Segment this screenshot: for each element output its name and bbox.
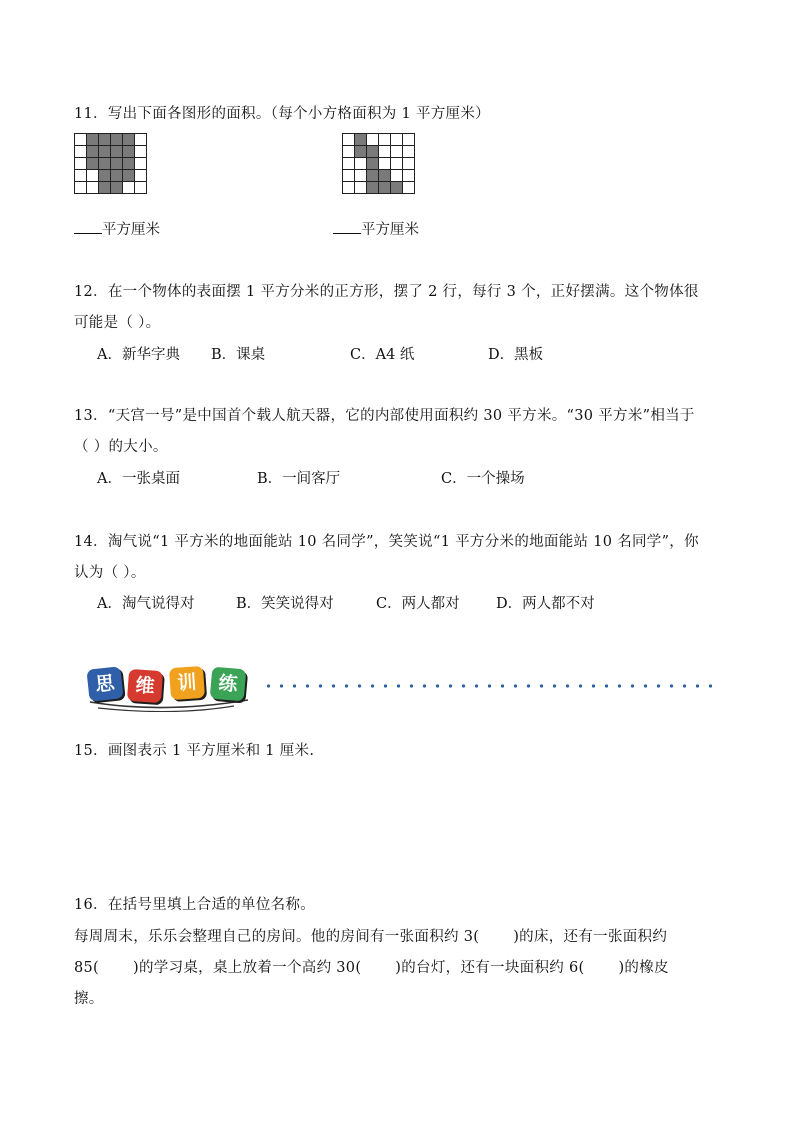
q15-text: 15．画图表示 1 平方厘米和 1 厘米.: [74, 743, 315, 759]
q14-option-d[interactable]: D．两人都不对: [496, 596, 595, 612]
q16-text: )的床，还有一张面积约: [513, 929, 668, 945]
q12-option-b[interactable]: B．课桌: [211, 347, 266, 363]
unit-label: 平方厘米: [102, 222, 160, 238]
q16-line3: 擦。: [74, 991, 104, 1007]
q14-option-a[interactable]: A．淘气说得对: [97, 596, 195, 612]
q13-option-b[interactable]: B．一间客厅: [257, 471, 341, 487]
q14-option-b[interactable]: B．笑笑说得对: [236, 596, 334, 612]
q12-option-a[interactable]: A．新华字典: [97, 347, 180, 363]
q14-option-c[interactable]: C．两人都对: [376, 596, 460, 612]
grid-figure-left: [74, 133, 147, 194]
q16-line1: [74, 925, 667, 946]
q11-answer-left[interactable]: [74, 218, 160, 239]
q16-text: )的台灯，还有一块面积约 6(: [395, 960, 585, 976]
q16-text: )的橡皮: [618, 960, 669, 976]
banner-dotted-line: [262, 683, 712, 689]
banner-char-si: 思: [86, 666, 123, 701]
q14-line2: 认为（ ）。: [74, 565, 146, 581]
banner-char-wei: 维: [127, 669, 163, 703]
answer-blank[interactable]: [74, 221, 102, 234]
q16-text: 每周周末，乐乐会整理自己的房间。他的房间有一张面积约 3(: [74, 929, 480, 945]
grid-figure-right: [342, 133, 415, 194]
q11-text: 11．写出下面各图形的面积。（每个小方格面积为 1 平方厘米）: [74, 106, 490, 122]
q11-answer-right[interactable]: [333, 218, 419, 239]
q13-line1: 13．“天宫一号”是中国首个载人航天器，它的内部使用面积约 30 平方米。“30 平方米”相当于: [74, 408, 695, 424]
q12-line1: 12．在一个物体的表面摆 1 平方分米的正方形，摆了 2 行，每行 3 个，正好摆满。这个物体很: [74, 284, 699, 300]
q13-option-c[interactable]: C．一个操场: [441, 471, 525, 487]
banner-char-lian: 练: [210, 667, 247, 702]
q16-line2: [74, 956, 669, 977]
q16-title: 16．在括号里填上合适的单位名称。: [74, 897, 316, 913]
q16-text: 85(: [74, 960, 100, 976]
q12-line2: 可能是（ ）。: [74, 315, 161, 331]
answer-blank[interactable]: [333, 221, 361, 234]
banner-char-xun: 训: [169, 666, 205, 700]
unit-label: 平方厘米: [361, 222, 419, 238]
q14-line1: 14．淘气说“1 平方米的地面能站 10 名同学”，笑笑说“1 平方分米的地面能站 10 名同学”，你: [74, 534, 699, 550]
q12-option-d[interactable]: D．黑板: [488, 347, 544, 363]
q16-text: )的学习桌，桌上放着一个高约 30(: [133, 960, 362, 976]
q12-option-c[interactable]: C．A4 纸: [350, 347, 415, 363]
q13-line2: （ ）的大小。: [74, 439, 168, 455]
q13-option-a[interactable]: A．一张桌面: [97, 471, 180, 487]
